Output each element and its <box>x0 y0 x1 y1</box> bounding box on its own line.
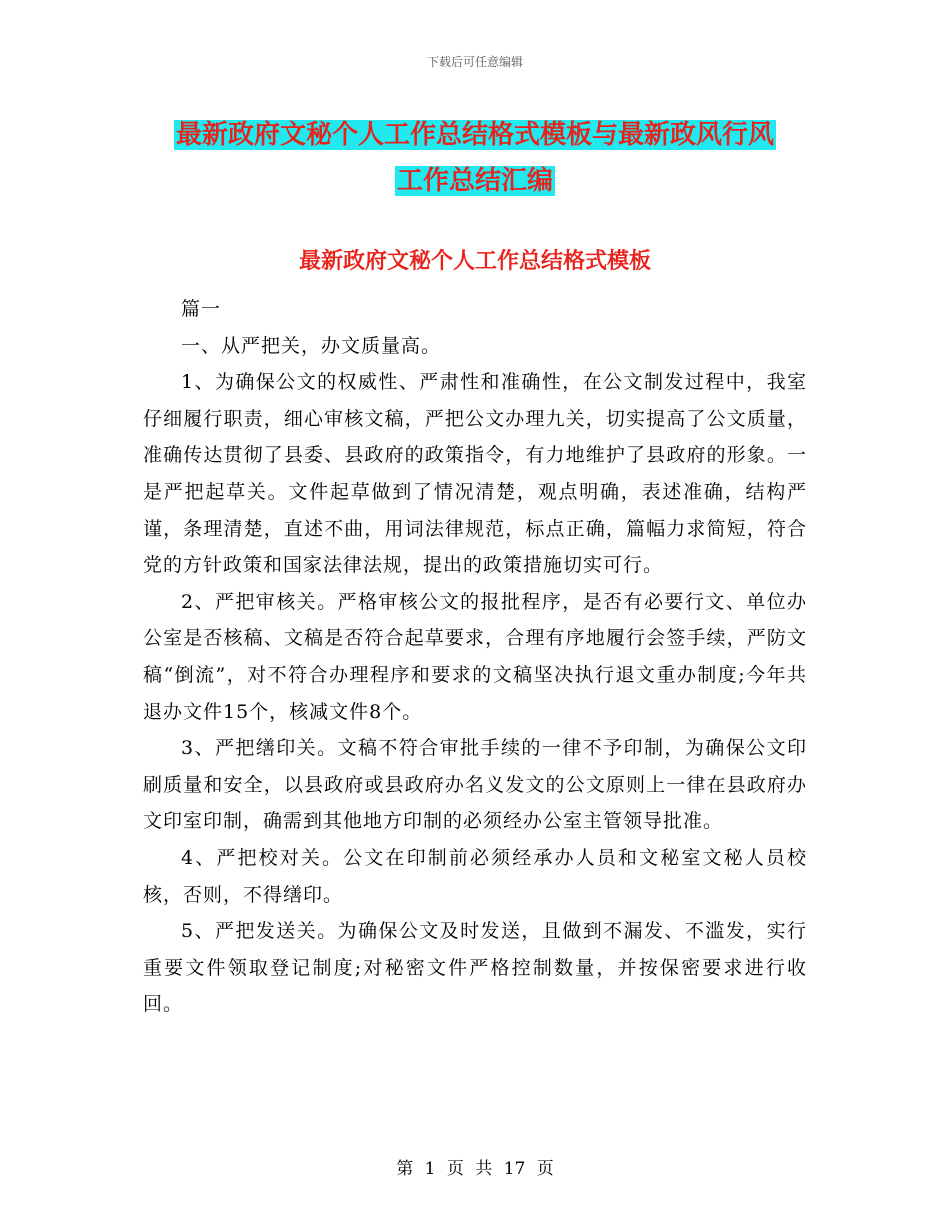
paragraph-item-4: 4、严把校对关。公文在印制前必须经承办人员和文秘室文秘人员校核，否则，不得缮印。 <box>143 846 807 906</box>
page-number-footer: 第 1 页 共 17 页 <box>396 1159 554 1179</box>
paragraph-chapter-label: 篇一 <box>181 298 222 320</box>
page-header-note: 下载后可任意编辑 <box>426 55 523 69</box>
paragraph-heading-1: 一、从严把关，办文质量高。 <box>181 334 442 357</box>
paragraph-item-2: 2、严把审核关。严格审核公文的报批程序，是否有必要行文、单位办公室是否核稿、文稿是否符合起草要求，合理有序地履行会签手续，严防文稿“倒流”，对不符合办理程序和要求的文稿坚决执行退文重办制度;今年共退办文件15个，核减文件8个。 <box>143 590 807 723</box>
paragraph-item-3: 3、严把缮印关。文稿不符合审批手续的一律不予印制，为确保公文印刷质量和安全，以县政府或县政府办名义发文的公文原则上一律在县政府办文印室印制，确需到其他地方印制的必须经办公室主管领导批准。 <box>143 737 807 833</box>
document-title-line-2: 工作总结汇编 <box>396 166 553 196</box>
paragraph-item-5: 5、严把发送关。为确保公文及时发送，且做到不漏发、不滥发，实行重要文件领取登记制度;对秘密文件严格控制数量，并按保密要求进行收回。 <box>143 920 807 1016</box>
document-title <box>120 112 830 204</box>
paragraph-item-1: 1、为确保公文的权威性、严肃性和准确性，在公文制发过程中，我室仔细履行职责，细心审核文稿，严把公文办理九关，切实提高了公文质量，准确传达贯彻了县委、县政府的政策指令，有力地维护了县政府的形象。一是严把起草关。文件起草做到了情况清楚，观点明确，表述准确，结构严谨，条理清楚，直述不曲，用词法律规范，标点正确，篇幅力求简短，符合党的方针政策和国家法律法规，提出的政策措施切实可行。 <box>143 371 807 577</box>
document-body <box>143 291 807 1023</box>
document-title-line-1: 最新政府文秘个人工作总结格式模板与最新政风行风 <box>175 120 774 150</box>
section-title: 最新政府文秘个人工作总结格式模板 <box>298 249 651 274</box>
